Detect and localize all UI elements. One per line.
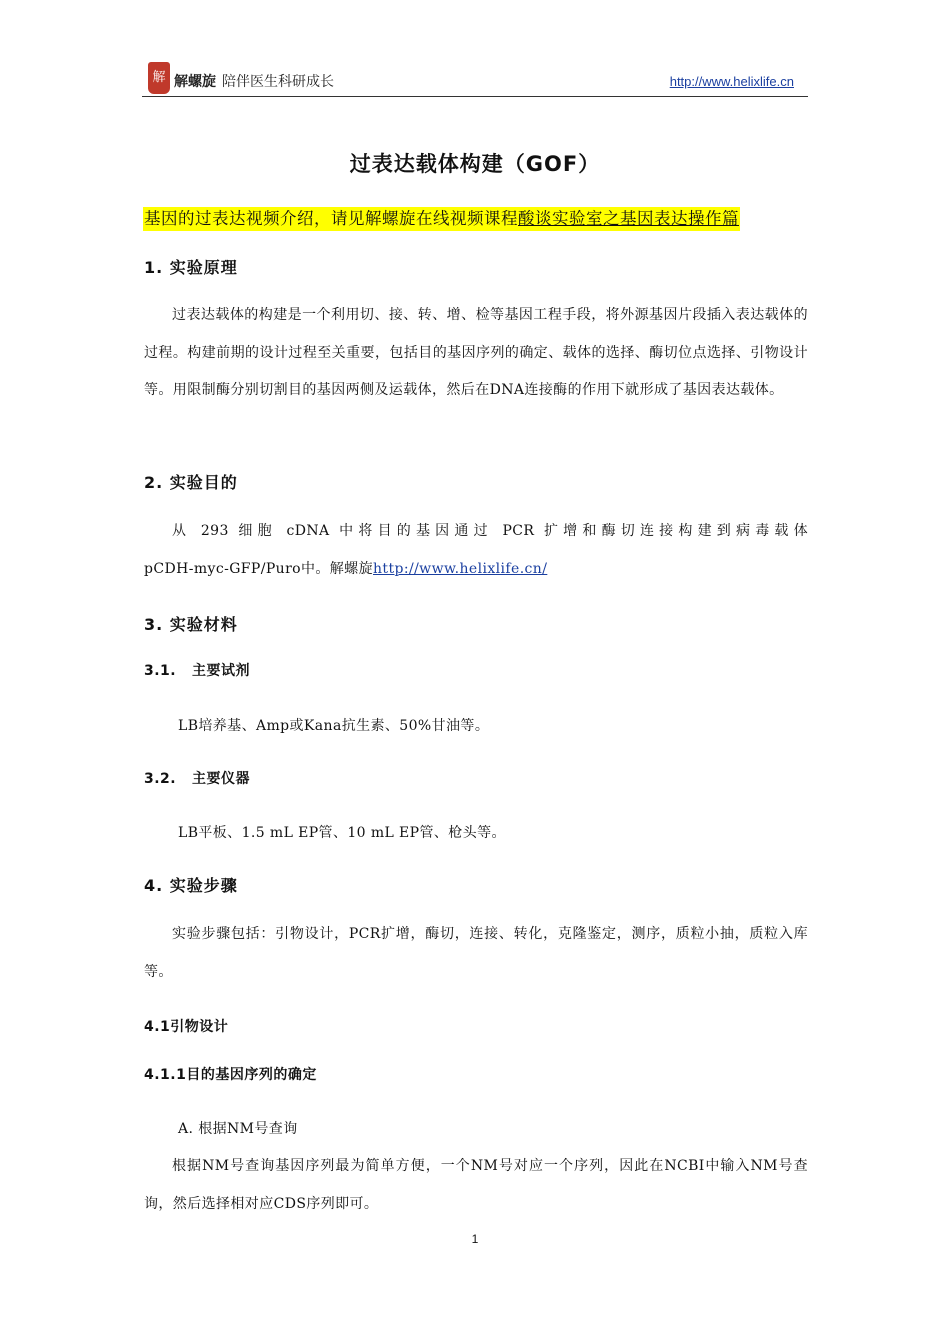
section-heading-materials: 3. 实验材料 <box>144 615 238 634</box>
subheading-label: 主要试剂 <box>192 663 250 679</box>
subheading-primer-design: 4.1引物设计 <box>144 1019 229 1035</box>
page-number: 1 <box>471 1232 479 1246</box>
section-heading-purpose: 2. 实验目的 <box>144 473 238 492</box>
brand-slogan: 陪伴医生科研成长 <box>222 74 334 90</box>
steps-paragraph: 实验步骤包括：引物设计，PCR扩增，酶切，连接、转化，克隆鉴定，测序，质粒小抽，质粒入库等。 <box>144 926 808 980</box>
helixlife-logo-icon: 解 <box>148 62 170 94</box>
document-title: 过表达载体构建（GOF） <box>349 152 601 176</box>
reagents-text: LB培养基、Amp或Kana抗生素、50%甘油等。 <box>178 718 490 734</box>
purpose-line-2-text: pCDH-myc-GFP/Puro中。解螺旋 <box>144 561 373 577</box>
page-header <box>142 62 808 97</box>
section-heading-steps: 4. 实验步骤 <box>144 876 238 895</box>
video-course-note <box>143 207 740 231</box>
section-heading-principle: 1. 实验原理 <box>144 258 238 277</box>
purpose-line-2 <box>144 551 808 589</box>
subheading-target-sequence: 4.1.1目的基因序列的确定 <box>144 1067 317 1083</box>
subheading-number: 3.1. <box>144 663 177 679</box>
subheading-label: 主要仪器 <box>192 771 250 787</box>
brand-text <box>174 71 334 91</box>
instruments-text: LB平板、1.5 mL EP管、10 mL EP管、枪头等。 <box>178 825 506 841</box>
nm-query-paragraph: 根据NM号查询基因序列最为简单方便，一个NM号对应一个序列，因此在NCBI中输入NM号查询，然后选择相对应CDS序列即可。 <box>144 1158 808 1212</box>
item-a-nm-query: A. 根据NM号查询 <box>178 1121 298 1137</box>
header-url-link[interactable]: http://www.helixlife.cn <box>669 74 794 89</box>
brand-name: 解螺旋 <box>174 74 216 90</box>
purpose-line-1: 从 293 细胞 cDNA 中将目的基因通过 PCR 扩增和酶切连接构建到病毒载体 <box>172 523 808 539</box>
subheading-instruments <box>144 768 250 788</box>
subheading-number: 3.2. <box>144 771 177 787</box>
helixlife-link[interactable]: http://www.helixlife.cn/ <box>373 561 548 577</box>
subheading-reagents <box>144 660 250 680</box>
principle-paragraph: 过表达载体的构建是一个利用切、接、转、增、检等基因工程手段，将外源基因片段插入表达载体的过程。构建前期的设计过程至关重要，包括目的基因序列的确定、载体的选择、酶切位点选择、引物设计等。用限制酶分别切割目的基因两侧及运载体，然后在DNA连接酶的作用下就形成了基因表达载体。 <box>144 307 808 398</box>
video-note-prefix: 基因的过表达视频介绍，请见解螺旋在线视频课程 <box>144 209 518 228</box>
video-course-link[interactable]: 酸谈实验室之基因表达操作篇 <box>518 209 739 228</box>
